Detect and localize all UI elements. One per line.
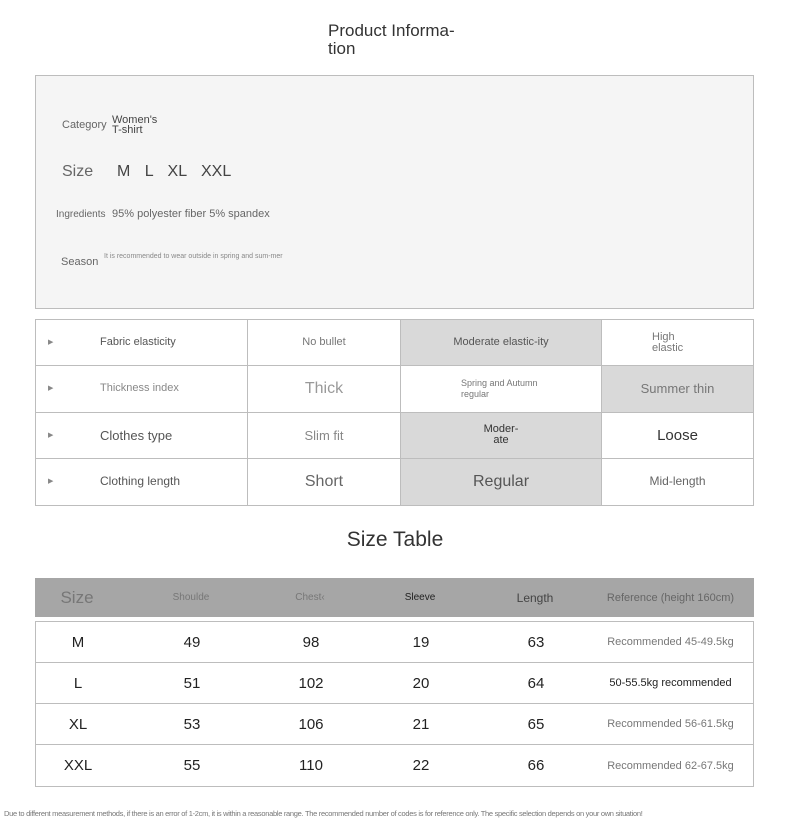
cell-sleeve: 19 [412, 633, 430, 651]
size-m: M L XL XXL [117, 163, 232, 180]
header-size: Size [60, 587, 94, 607]
attr-option: Slim fit [248, 413, 401, 459]
cell-shoulder: 49 [183, 633, 201, 651]
cell-shoulder: 53 [183, 715, 201, 733]
cell-size: M [71, 633, 85, 651]
ingredients-value: 95% polyester fiber 5% spandex [112, 208, 270, 220]
attr-option: Thick [248, 366, 401, 412]
cell-shoulder: 55 [183, 757, 201, 774]
attr-option: Short [248, 459, 401, 505]
cell-length: 64 [527, 674, 545, 692]
cell-reference: Recommended 45-49.5kg [607, 636, 734, 648]
cell-length: 65 [527, 715, 545, 733]
table-row [36, 704, 753, 745]
cell-shoulder: 51 [183, 674, 201, 692]
attr-option-selected: Moder-ate [401, 413, 602, 459]
cell-chest: 106 [298, 715, 324, 733]
attr-label-clothing-length: ▶ Clothing length [36, 459, 248, 505]
attribute-grid [35, 319, 754, 506]
attr-option: Spring and Autumn regular [401, 366, 602, 412]
header-sleeve: Sleeve [404, 592, 436, 603]
cell-sleeve: 20 [412, 674, 430, 692]
category-value: Women's T-shirt [112, 114, 158, 136]
cell-size: XL [68, 715, 88, 733]
triangle-right-icon: ▶ [48, 431, 54, 439]
cell-chest: 110 [299, 757, 323, 774]
triangle-right-icon: ▶ [48, 339, 54, 347]
size-table-title: Size Table [346, 528, 444, 551]
product-info-panel [35, 75, 754, 309]
cell-length: 63 [527, 633, 545, 651]
attr-option: Mid-length [649, 474, 706, 489]
size-table-body [35, 621, 754, 787]
attr-label-clothes-type: ▶ Clothes type [36, 413, 248, 459]
attr-option: No bullet [248, 320, 401, 366]
attr-option-selected: Regular [401, 459, 602, 505]
attr-option-selected: Moderate elastic-ity [401, 320, 602, 366]
table-row [36, 663, 753, 704]
cell-chest: 98 [302, 633, 320, 651]
cell-length: 66 [527, 757, 545, 774]
attr-option: High elastic [602, 320, 753, 366]
table-row [36, 622, 753, 663]
ingredients-label: Ingredients [56, 209, 106, 220]
table-row [36, 745, 753, 786]
attr-label-thickness-index: ▶ Thickness index [36, 366, 248, 412]
triangle-right-icon: ▶ [48, 478, 54, 486]
footnote: Due to different measurement methods, if there is an error of 1-2cm, it is within a reasonable range. The recommended number of codes is for reference only. The specific selection depends on your own situation! [4, 809, 643, 818]
attr-option: Loose [602, 413, 753, 459]
header-chest: Chest‹ [295, 592, 325, 603]
header-reference: Reference (height 160cm) [606, 591, 735, 604]
triangle-right-icon: ▶ [48, 385, 54, 393]
header-shoulder: Shoulde [172, 592, 210, 603]
cell-reference: Recommended 62-67.5kg [607, 759, 734, 772]
size-label: Size [62, 163, 94, 180]
cell-size: L [73, 674, 83, 692]
size-table-header [35, 578, 754, 617]
cell-chest: 102 [298, 674, 324, 692]
cell-size: XXL [63, 757, 93, 774]
category-label: Category [62, 119, 107, 131]
attr-option-selected: Summer thin [602, 366, 753, 412]
season-label: Season [61, 256, 99, 268]
cell-sleeve: 21 [412, 715, 430, 733]
cell-reference: Recommended 56-61.5kg [607, 718, 734, 730]
attr-label-fabric-elasticity: ▶ Fabric elasticity [36, 320, 248, 366]
cell-sleeve: 22 [412, 757, 430, 774]
header-length: Length [516, 590, 554, 605]
season-value: It is recommended to wear outside in spring and sum-mer [104, 253, 283, 260]
page-title: Product Informa-tion [328, 21, 455, 58]
cell-reference: 50-55.5kg recommended [609, 677, 732, 689]
